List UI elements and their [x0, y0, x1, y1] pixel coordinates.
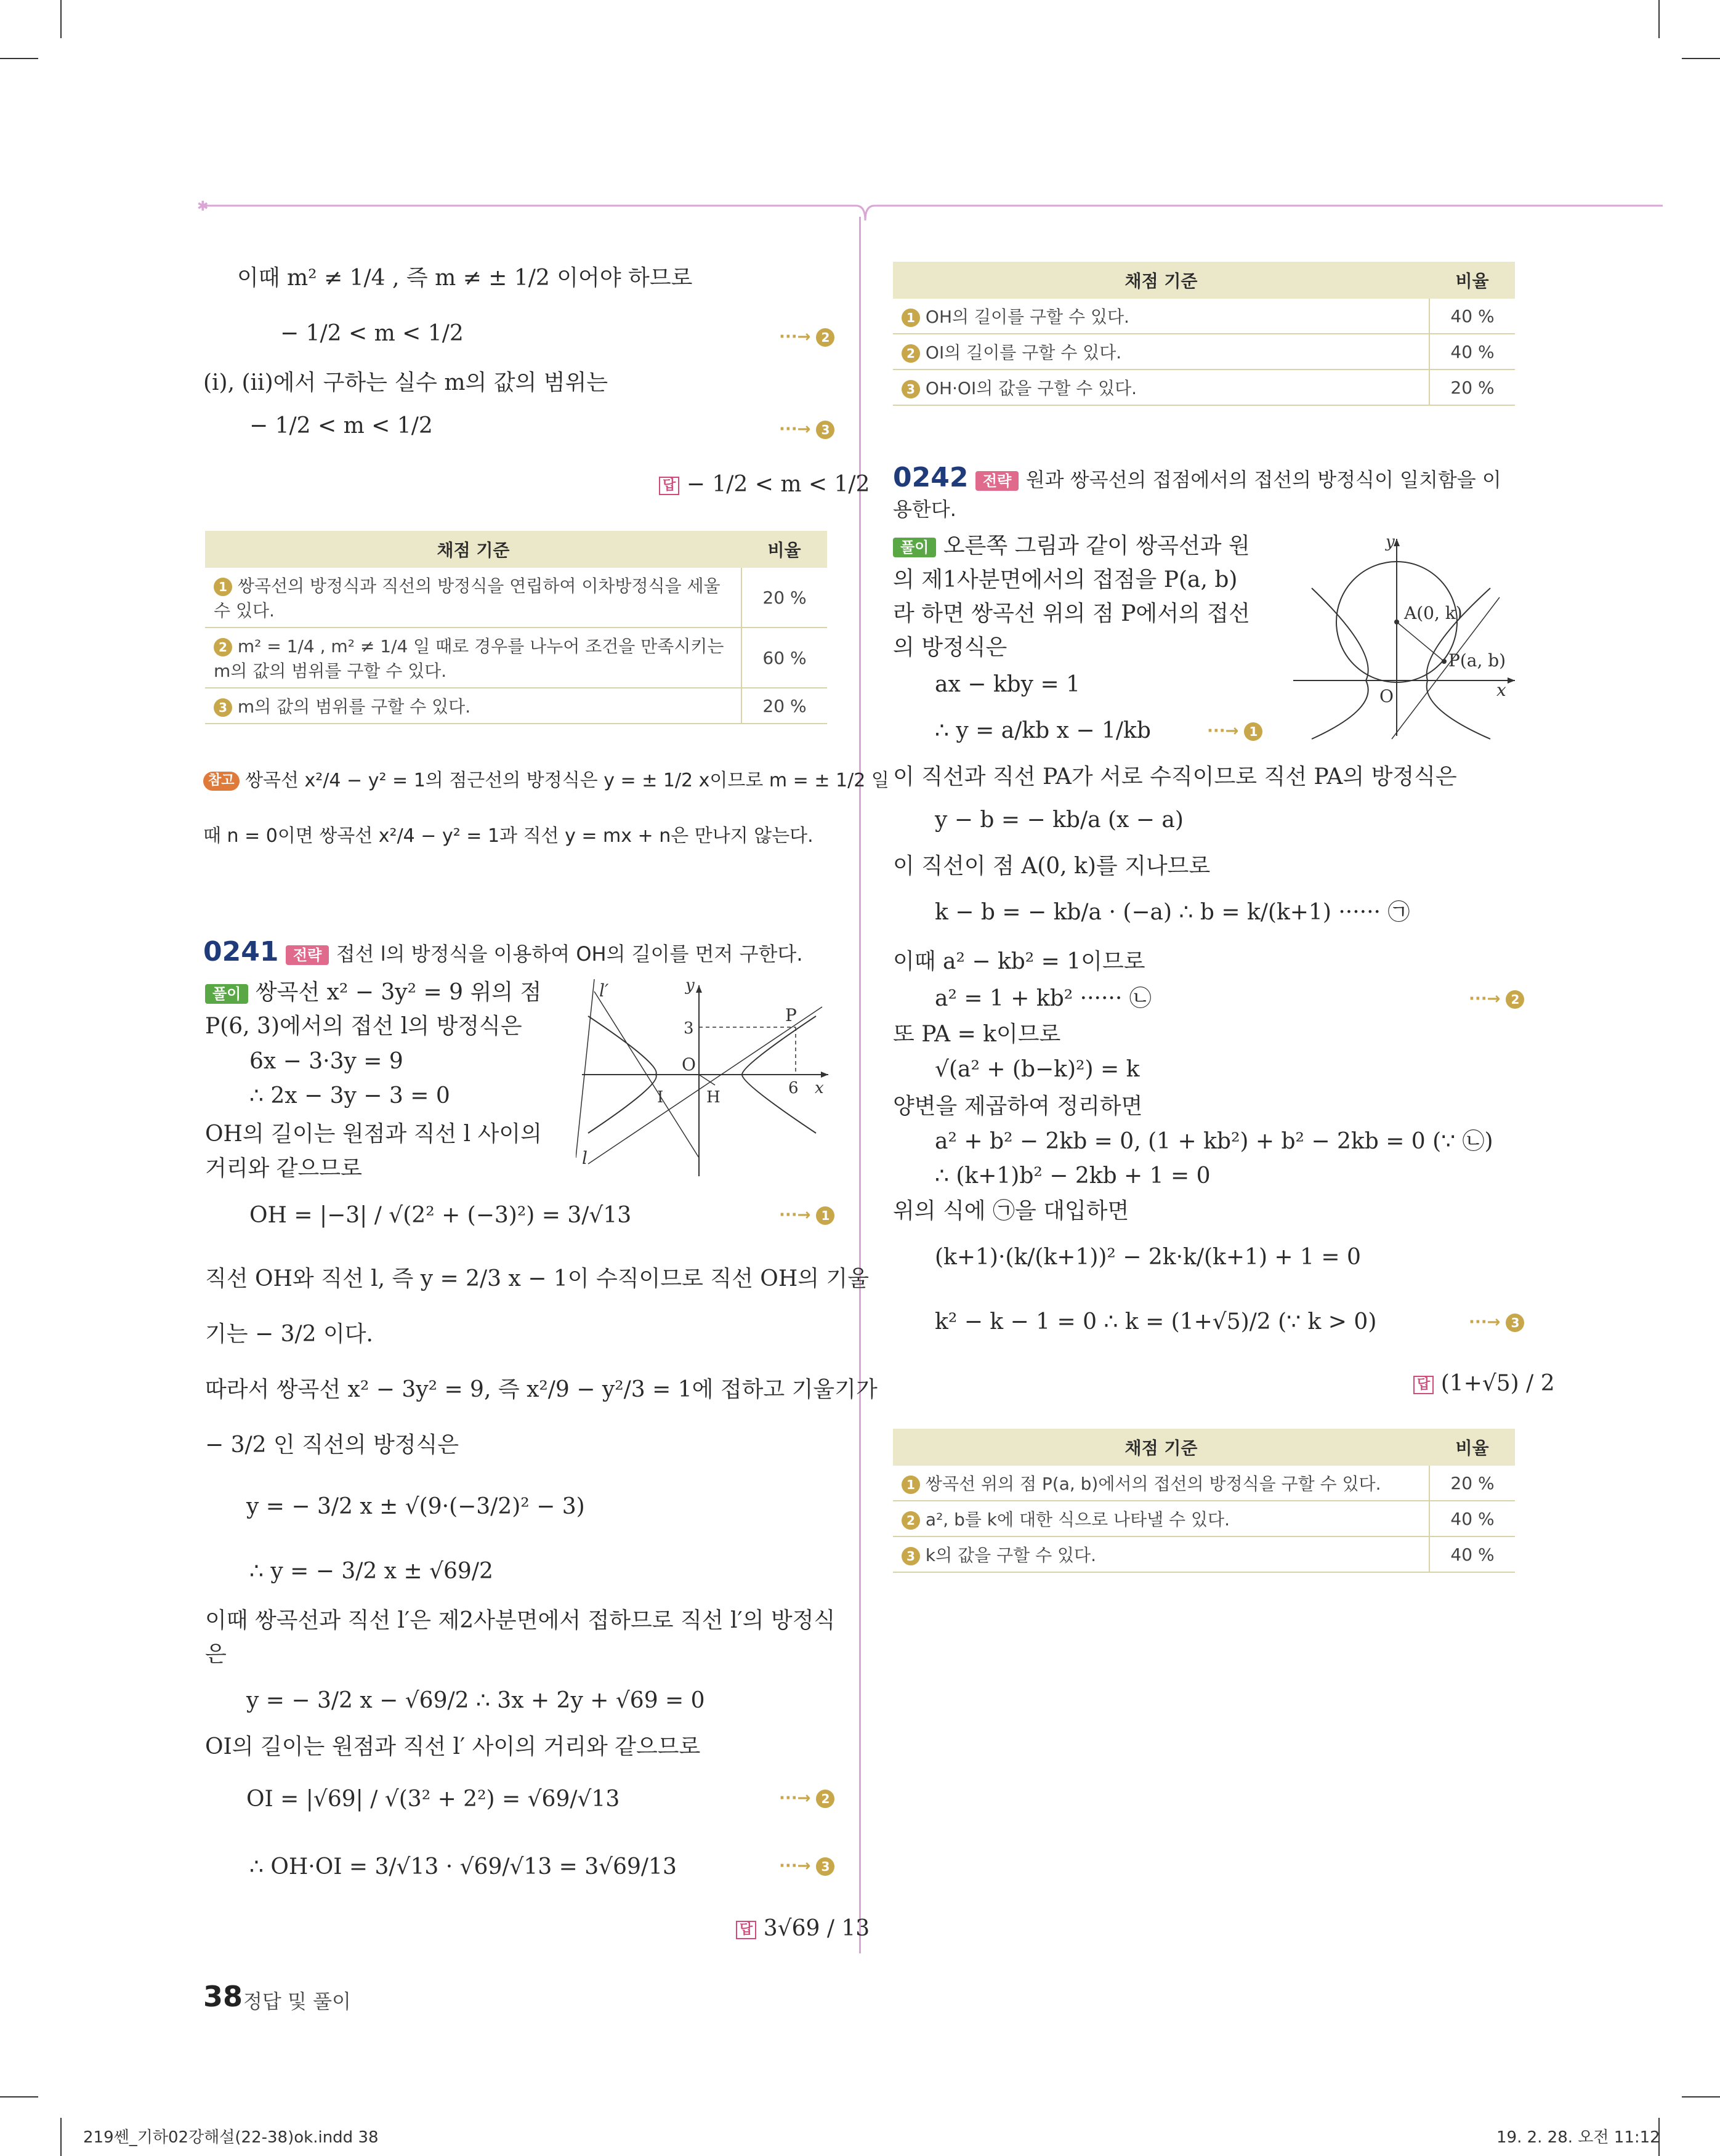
fig1-y: y: [685, 979, 695, 995]
p0242-l3: 라 하면 쌍곡선 위의 점 P에서의 접선: [893, 601, 1250, 626]
p0241-l1: 풀이 쌍곡선 x² − 3y² = 9 위의 점: [205, 979, 541, 1006]
answer-0240: 답 − 1/2 < m < 1/2: [659, 471, 870, 498]
note-line-1: 참고 쌍곡선 x²/4 − y² = 1의 점근선의 방정식은 y = ± 1/2 x이므로 m = ± 1/2 일: [203, 770, 889, 792]
p0241-l5: OH의 길이는 원점과 직선 l 사이의: [205, 1121, 542, 1147]
problem-0241-header: 0241 전략 접선 l의 방정식을 이용하여 OH의 길이를 먼저 구한다.: [203, 936, 803, 967]
answer-0242: 답 (1+√5) / 2: [1413, 1370, 1555, 1397]
note-line-2: 때 n = 0이면 쌍곡선 x²/4 − y² = 1과 직선 y = mx + n은 만나지 않는다.: [203, 825, 814, 847]
svg-text:✱: ✱: [197, 199, 209, 214]
print-date: 19. 2. 28. 오전 11:12: [1496, 2128, 1660, 2147]
p0241-l13: ∴ y = − 3/2 x ± √69/2: [249, 1559, 493, 1584]
p0242-l20: k² − k − 1 = 0 ∴ k = (1+√5)/2 (∵ k > 0): [935, 1309, 1377, 1334]
table-row: 2 m² = 1/4 , m² ≠ 1/4 일 때로 경우를 나누어 조건을 만족시키는 m의 값의 범위를 구할 수 있다. 60 %: [205, 628, 827, 688]
mark-r3: ···→ 3: [1469, 1313, 1524, 1332]
fig1-three: 3: [684, 1019, 694, 1038]
mark-3: ···→ 3: [779, 420, 834, 439]
p0241-l14: 이때 쌍곡선과 직선 l′은 제2사분면에서 접하므로 직선 l′의 방정식: [205, 1608, 836, 1633]
p0242-l18: 위의 식에 ㉠을 대입하면: [893, 1198, 1129, 1224]
p0242-l10: k − b = − kb/a · (−a) ∴ b = k/(k+1) ······ ㉠: [935, 900, 1410, 925]
fig2-y: y: [1386, 533, 1395, 551]
p0242-strategy-2: 용한다.: [893, 498, 956, 521]
p0242-l2: 의 제1사분면에서의 접점을 P(a, b): [893, 567, 1238, 592]
p0241-l15: 은: [205, 1642, 227, 1667]
fig2-P: P(a, b): [1448, 650, 1506, 671]
p0241-l17: OI의 길이는 원점과 직선 l′ 사이의 거리와 같으므로: [205, 1734, 701, 1759]
file-name: 219쎈_기하02강해설(22-38)ok.indd 38: [83, 2128, 379, 2147]
fig1-x: x: [815, 1079, 824, 1097]
table-row: 2 OI의 길이를 구할 수 있다. 40 %: [893, 334, 1515, 369]
table-row: 2 a², b를 k에 대한 식으로 나타낼 수 있다. 40 %: [893, 1501, 1515, 1536]
p0241-l6: 거리와 같으므로: [205, 1156, 362, 1181]
fig2-O: O: [1379, 686, 1394, 706]
p0241-l19: ∴ OH·OI = 3/√13 · √69/√13 = 3√69/13: [249, 1854, 677, 1879]
p0241-l18: OI = |√69| / √(3² + 2²) = √69/√13: [246, 1787, 620, 1812]
problem-0242-header: 0242 전략 원과 쌍곡선의 접점에서의 접선의 방정식이 일치함을 이: [893, 462, 1501, 493]
p0241-l3: 6x − 3·3y = 9: [249, 1049, 403, 1074]
p0241-l12: y = − 3/2 x ± √(9·(−3/2)² − 3): [246, 1494, 585, 1519]
table-row: 1 OH의 길이를 구할 수 있다. 40 %: [893, 299, 1515, 334]
p0242-l12: a² = 1 + kb² ······ ㉡: [935, 986, 1152, 1011]
p0241-l10: 따라서 쌍곡선 x² − 3y² = 9, 즉 x²/9 − y²/3 = 1에 접하고 기울기가: [205, 1377, 878, 1402]
fig1-O: O: [682, 1054, 696, 1075]
p0241-l11: − 3/2 인 직선의 방정식은: [205, 1432, 459, 1458]
mark-3b: ···→ 3: [779, 1857, 834, 1876]
fig1-H: H: [706, 1088, 721, 1107]
cont-line-2: − 1/2 < m < 1/2: [280, 321, 464, 346]
fig1-I: I: [657, 1088, 664, 1107]
p0242-l8: y − b = − kb/a (x − a): [935, 807, 1184, 833]
p0242-l6: ∴ y = a/kb x − 1/kb: [935, 718, 1151, 743]
cont-line-3: (i), (ii)에서 구하는 실수 m의 값의 범위는: [203, 370, 608, 395]
figure-0241: [576, 979, 834, 1182]
header-rule: [197, 197, 1663, 222]
answer-0241: 답 3√69 / 13: [736, 1915, 870, 1942]
table-row: 1 쌍곡선의 방정식과 직선의 방정식을 연립하여 이차방정식을 세울 수 있다. 20 %: [205, 568, 827, 628]
table-row: 3 OH·OI의 값을 구할 수 있다. 20 %: [893, 369, 1515, 405]
p0241-l8: 직선 OH와 직선 l, 즉 y = 2/3 x − 1이 수직이므로 직선 OH의 기울: [205, 1266, 869, 1291]
table-row: 1 쌍곡선 위의 점 P(a, b)에서의 접선의 방정식을 구할 수 있다. 20 %: [893, 1466, 1515, 1501]
book-title: 정답 및 풀이: [243, 1990, 351, 2013]
fig1-P: P: [785, 1005, 797, 1025]
mark-2b: ···→ 2: [779, 1789, 834, 1808]
fig2-A: A(0, k): [1404, 603, 1463, 623]
figure-0242: [1287, 530, 1521, 745]
p0242-l16: a² + b² − 2kb = 0, (1 + kb²) + b² − 2kb = 0 (∵ ㉡): [935, 1129, 1493, 1154]
fig1-l: l: [582, 1148, 587, 1168]
table-row: 3 k의 값을 구할 수 있다. 40 %: [893, 1536, 1515, 1572]
p0242-l19: (k+1)·(k/(k+1))² − 2k·k/(k+1) + 1 = 0: [935, 1245, 1361, 1270]
mark-1: ···→ 1: [779, 1206, 834, 1225]
table-row: 3 m의 값의 범위를 구할 수 있다. 20 %: [205, 688, 827, 724]
grading-table-3: 채점 기준 비율 1 쌍곡선 위의 점 P(a, b)에서의 접선의 방정식을 구할 수 있다. 20 % 2 a², b를 k에 대한 식으로 나타낼 수 있다. 40 % 3 k의 값을 구할 수 있다. 40 %: [893, 1429, 1515, 1573]
grading-table-2: 채점 기준 비율 1 OH의 길이를 구할 수 있다. 40 % 2 OI의 길이를 구할 수 있다. 40 % 3 OH·OI의 값을 구할 수 있다. 20 %: [893, 262, 1515, 406]
p0242-l4: 의 방정식은: [893, 635, 1007, 660]
p0242-l9: 이 직선이 점 A(0, k)를 지나므로: [893, 854, 1211, 879]
p0242-l14: √(a² + (b−k)²) = k: [935, 1057, 1140, 1082]
p0242-l5: ax − kby = 1: [935, 672, 1080, 697]
fig2-x: x: [1496, 680, 1506, 700]
p0241-l16: y = − 3/2 x − √69/2 ∴ 3x + 2y + √69 = 0: [246, 1688, 705, 1713]
p0242-l17: ∴ (k+1)b² − 2kb + 1 = 0: [935, 1163, 1211, 1189]
fig1-lprime: l′: [599, 980, 609, 1001]
p0242-l11: 이때 a² − kb² = 1이므로: [893, 949, 1145, 974]
page-number: 38: [203, 1980, 243, 2013]
p0241-l9: 기는 − 3/2 이다.: [205, 1322, 373, 1347]
p0242-l7: 이 직선과 직선 PA가 서로 수직이므로 직선 PA의 방정식은: [893, 764, 1457, 789]
grading-table-1: 채점 기준 비율 1 쌍곡선의 방정식과 직선의 방정식을 연립하여 이차방정식을 세울 수 있다. 20 % 2 m² = 1/4 , m² ≠ 1/4 일 때로 경우를 나누어 조건을 만족시키는 m의 값의 범위를 구할 수 있다. 60 % 3 m의 값의 범위를 구할 수 있다. 20 %: [205, 531, 827, 724]
mark-r1: ···→ 1: [1207, 722, 1262, 741]
p0241-l7: OH = |−3| / √(2² + (−3)²) = 3/√13: [249, 1203, 632, 1228]
mark-r2: ···→ 2: [1469, 990, 1524, 1009]
p0241-l4: ∴ 2x − 3y − 3 = 0: [249, 1083, 450, 1108]
p0241-l2: P(6, 3)에서의 접선 l의 방정식은: [205, 1014, 522, 1039]
cont-line-1: 이때 m² ≠ 1/4 , 즉 m ≠ ± 1/2 이어야 하므로: [237, 265, 693, 291]
mark-2: ···→ 2: [779, 328, 834, 347]
p0242-l1: 풀이 오른쪽 그림과 같이 쌍곡선과 원: [893, 533, 1250, 559]
fig1-six: 6: [788, 1079, 799, 1097]
cont-line-4: − 1/2 < m < 1/2: [249, 413, 433, 438]
p0242-l15: 양변을 제곱하여 정리하면: [893, 1094, 1143, 1119]
p0242-l13: 또 PA = k이므로: [893, 1022, 1061, 1047]
